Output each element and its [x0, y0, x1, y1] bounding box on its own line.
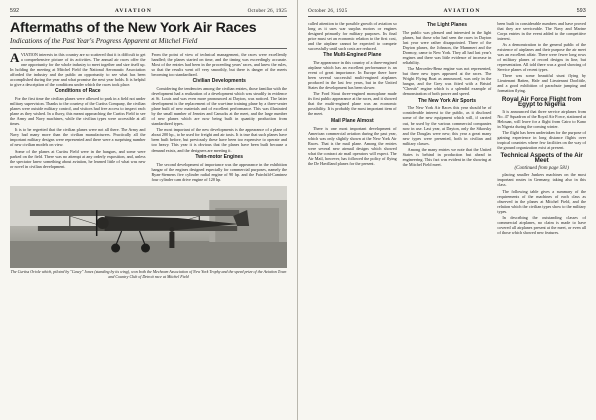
left-issue-date: October 26, 1925 [247, 8, 287, 14]
airplane-photo-image [10, 186, 287, 268]
subhead-light-planes: The Light Planes [427, 22, 468, 28]
paragraph: The flight has been undertaken for the purpose of gaining experience in long distance flights over tropical countries where few facilities on the way of the ground organization exist at present. [497, 130, 587, 151]
oriole-photo [10, 186, 287, 268]
paragraph: Some of the planes at Curtiss Field were in the hangars, and some were parked on the field. There was no attempt at any orderly exposition, and, unless the spectator knew something about aviation, he learned little of what was new or novel in civilian development. [10, 148, 146, 169]
right-column-2 [403, 21, 492, 237]
left-running-head [10, 8, 287, 17]
paragraph: The second development of importance was the appearance in the exhibition hangar of the engines designed especially for commercial purposes, namely the Ryan-Siemens five cylinder radial engine of 90 hp. and the Fairchild-Caminez four cylinder cam drive engine of 120 hp. [151, 161, 287, 182]
paragraph: It is announced that three service airplanes from No. 47 Squadron of the Royal Air Force, stationed at Helouan, will leave for a flight from Cairo to Kano in Nigeria during the coming winter. [497, 108, 587, 129]
paragraph: The most important of the new developments is the appearance of a plane of about 200 hp., to be used for freight and air taxis. It is true that such planes have been built before, but previously these have been too expensive to operate and too heavy. This year it is obvious that the planes have been built because a demand exists, and the designers are meeting it. [151, 127, 287, 153]
paragraph: The Ford Stout three-engined monoplane made its first public appearance at the races, and it showed that the multi-engined plane was an economic possibility. It is probably the most important item of the meet. [308, 91, 397, 117]
paragraph: In describing the outstanding classes of commercial airplanes, no claim is made to have covered all airplanes present at the meet, or even all of those which showed new features. [497, 215, 587, 236]
subhead-raf-flight: Royal Air Force Flight from Egypt to Nigeria [501, 95, 582, 108]
drop-cap: A [10, 50, 20, 65]
subhead-twin-motor: Twin-motor Engines [195, 154, 244, 161]
subhead-air-sports: The New York Air Sports [418, 97, 476, 104]
left-page-number: 592 [10, 8, 20, 14]
paragraph: From the point of view of technical management, the races were excellently handled; the planes started on time, and the timing was exceedingly accurate. Most of the entries had been in the proceeding years' races, and knew the rules, so that the results went off very smoothly, but there is danger of the meets becoming too standardized. [151, 51, 287, 77]
paragraph: The public was pleased and interested in the light planes, but those who had seen the races in Dayton last year were rather disappointed. Three of the Dayton planes, the Johnson, the Mummert and the Dormoy, came to New York. They all had last year's engines and there was little evidence of increase in reliability. [402, 29, 492, 65]
paragraph: There was some beautiful stunt flying by Lieutenant Batten, Hale and Lieutenant Doolittle, and a good exhibition of parachute jumping and formation flying. [497, 73, 587, 94]
subhead-technical-aspects: Technical Aspects of the Air Meet [500, 152, 583, 165]
right-magazine-name: AVIATION [443, 8, 481, 14]
paragraph: There is one most important development of American commercial aviation during the past year, which was only slightly shown at the New York Air Races. That is the mail plane. Among the entries were several new airmail designs which showed what the contract air mail operators will expect. The Air Mail, however, has followed the policy of flying the De Havilland planes for the present. [308, 125, 397, 166]
paragraph: As a demonstration to the general public of the existence of airplanes and their purpose the air meet was an excellent affair. There were fewer long rows of military planes of record designs in line, but representation. All told there was a good showing of Service planes of recent types. [497, 41, 587, 73]
left-columns [10, 52, 287, 184]
paragraph: Considering the tendencies among the civilian entries, those familiar with the development had a realization of a development which was steadily in evidence at St. Louis and was even more pronounced at Dayton, was noticed. The latter development is the replacement of the war-time training plane by a three-seater plane built of new materials and of excellent performance. This was illustrated by the small number of Jennies and Canucks at the meet, and the large number of new planes which are now being built in quantity production from standardized types. [151, 85, 287, 127]
paragraph: placing smaller Junkers machines on the most important routes in Germany, taking also in this class. [497, 172, 587, 188]
paragraph: The appearance in this country of a three-engined airplane which has an excellent performance is an event of great importance. In Europe there have been several successful multi-engined airplanes produced in the last few years, but in the United States the development has been slower. [308, 59, 397, 91]
intro-paragraph [10, 52, 146, 87]
right-issue-date: October 26, 1925 [308, 8, 348, 14]
intro-text: VIATION interests in this country are so scattered that it is difficult to get a comprehensive picture of its activities. The annual air races offer the one opportunity for the whole industry to meet together and size itself up. In holding the meeting at Mitchel Field the National Aeronautic Association afforded the industry and the public an opportunity to see what has been accomplished during the year and what promise the next year holds. It is helpful to give a description of the conditions under which the races took place. [10, 51, 146, 87]
headline-rule [10, 48, 287, 49]
right-column-1 [308, 21, 397, 237]
subhead-mail-plane: Mail Plane Almost [331, 118, 374, 125]
right-page [298, 0, 596, 420]
continued-note: (Continued from page 581) [514, 165, 569, 171]
photo-caption: The Curtiss Oriole which, piloted by "Casey" Jones (standing by its wing), won both the Mecheam Association of New York Trophy and the speed prize of the Aviation Town and Country Club of Detroit race at Mitchel Field [10, 269, 287, 279]
subhead-conditions: Conditions of Race [54, 88, 101, 95]
right-running-head [308, 8, 586, 17]
paragraph: called attention to the possible growth of aviation so long as it uses war surplus motors or engines designed primarily for military purposes. Its final price must set an economic relation to the first cost, and the airplane cannot be expected to compete successfully until such costs are reduced. [308, 20, 397, 51]
article-headline: Aftermaths of the New York Air Races [10, 19, 257, 36]
subhead-multi-engined: The Multi-Engined Plane [323, 52, 382, 59]
article-deck: Indications of the Past Year's Progress Apparent at Mitchel Field [10, 36, 198, 45]
paragraph: The following table gives a summary of the requirements of the machines of each class as observed in the planes at Mitchel Field, and the relation which the civilian types show to the military types. [497, 188, 587, 214]
right-page-number: 593 [576, 8, 586, 14]
left-column-1 [10, 52, 146, 184]
paragraph: Among the many entries we note that the United States is behind in production but ahead in engineering. This fact was evident in the showing at the Mitchel Field meet. [402, 146, 492, 168]
paragraph: For the first time the civilian planes were allowed to park in a field not under military supervision. Thanks to the courtesy of the Curtiss Company, the civilian planes were outside military control, and visitors had free access to inspect each plane as they wished. In a flurry, this meant approaching the Curtiss Field to see the Army and Navy machines, while the civilian types were accessible at all times. [10, 95, 146, 127]
left-column-2 [152, 52, 288, 184]
right-column-3 [497, 21, 586, 237]
paragraph: It is to be regretted that the civilian planes were not all there. The Army and Navy had many more than the civilian manufacturers. Practically all the important military designs were represented and there were a surprising number of new civilian models on view. [10, 127, 146, 148]
right-columns [308, 21, 586, 237]
paragraph: The Mercedes-Benz engine was not represented, but three new types appeared at the races. The Wright Flying Boat as announced, was only in the hangar, and the Grey was fitted with a Bristol "Cherub" engine which is a splendid example of demonstration of both power and speed. [402, 66, 492, 97]
left-magazine-name: AVIATION [114, 8, 152, 14]
subhead-civilian-developments: Civilian Developments [192, 78, 246, 85]
paragraph: The New York Air Races this year should be of considerable interest to the public, as it disclosed some of the new equipment which will, if carried out, be used by the various commercial companies now in use. Last year, at Dayton, only the Sikorsky and the Douglas were new; this year a great many new types were presented, both in civilian and military classes. [402, 105, 492, 146]
paragraph: been built in considerable numbers and have proved that they are serviceable. The Navy and Marine Corps entries in the event added to the competitive interest. [497, 20, 587, 41]
